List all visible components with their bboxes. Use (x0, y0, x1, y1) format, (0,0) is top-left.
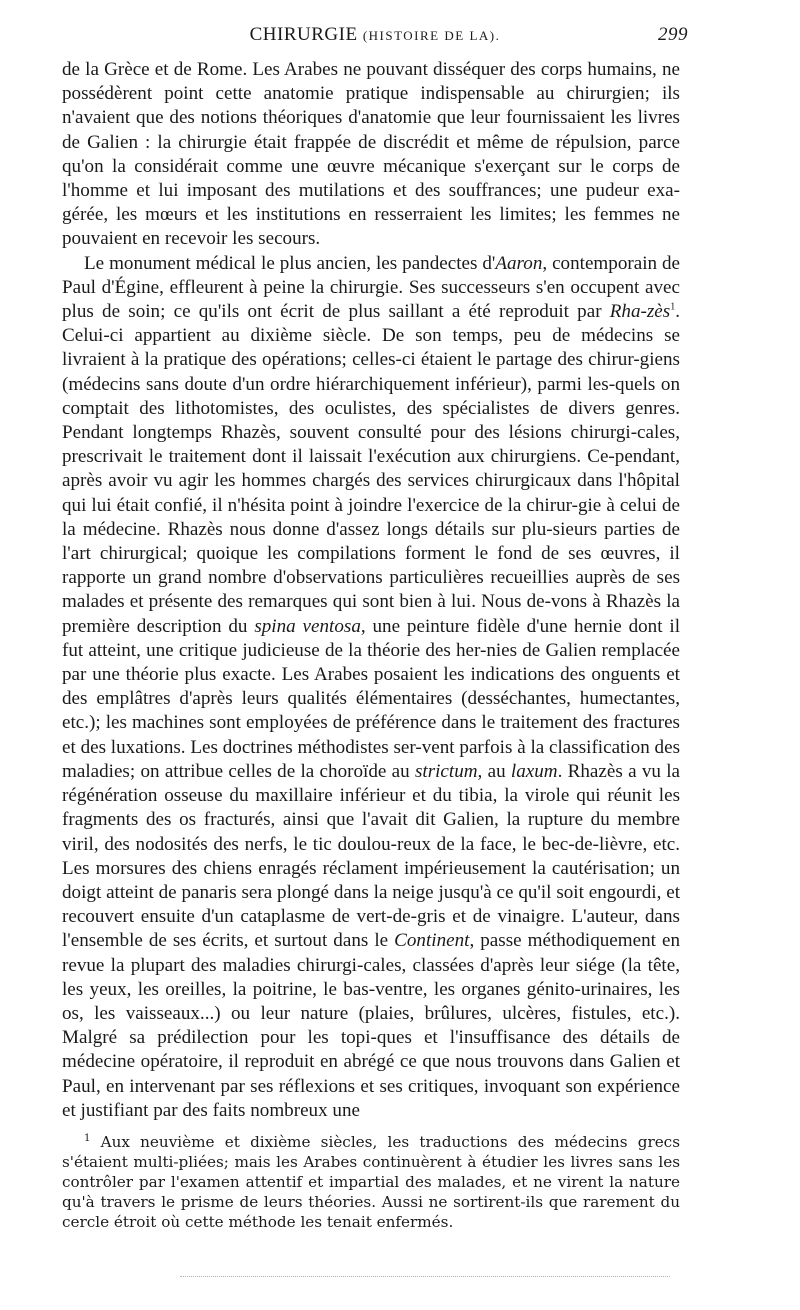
term-laxum: laxum (510, 760, 558, 782)
running-head (62, 20, 688, 50)
footnote-number: 1 (84, 1132, 91, 1144)
paragraph-2-text-f: . Rhazès a vu la régénération osseuse du maxillaire inférieur et du tibia, la virole qui réunit les fragments des os fracturés, ainsi que l'avait dit Galien, la rupture du membre viril, des nodosités des nerfs, le tic doulou-reux de la face, le bec-de-lièvre, etc. Les morsures des chiens enragés réclament impérieusement la cautérisation; un doigt atteint de panaris sera plongé dans la neige jusqu'à ce qu'il soit engourdi, et recouvert ensuite d'un cataplasme de vert-de-gris et de vinaigre. L'auteur, dans l'ensemble de ses écrits, et surtout dans le (62, 760, 680, 952)
paragraph-2-text-a: Le monument médical le plus ancien, les pandectes d' (84, 252, 496, 274)
footnote-text: Aux neuvième et dixième siècles, les traductions des médecins grecs s'étaient multi-pliées; mais les Arabes continuèrent à étudier les livres sans les contrôler par l'examen attentif et impartial des malades, et ne virent la nature qu'à travers le prisme de leurs théories. Aussi ne sortirent-ils que rarement du cercle étroit où cette méthode les tenait enfermés. (62, 1133, 680, 1231)
term-strictum: strictum (414, 760, 478, 782)
footnote (62, 1132, 680, 1232)
running-title-sub: (HISTOIRE DE LA). (362, 28, 501, 43)
name-rhazes: Rha-zès (609, 301, 671, 323)
page-number: 299 (658, 24, 688, 45)
paragraph-2-text-g: , passe méthodiquement en revue la plupart des maladies chirurgi-cales, classées d'après leur siége (la tête, les yeux, les oreilles, la poitrine, le bas-ventre, les organes génito-urinaires, les os, les vaisseaux...) ou leur nature (plaies, brûlures, ulcères, fistules, etc.). Malgré sa prédilection pour les topi-ques et l'insuffisance des détails de médecine opératoire, il reproduit en abrégé ce que nous trouvons dans Galien et Paul, en intervenant par ses réflexions et ses critiques, invoquant son expérience et justifiant par des faits nombreux une (62, 930, 681, 1121)
footnote-reference[interactable]: 1 (670, 301, 676, 313)
paragraph-2 (62, 252, 680, 1123)
paragraph-2-text-b: , contemporain de Paul d'Égine, effleurent à peine la chirurgie. Ses successeurs s'en occupent avec plus de soin; ce qu'ils ont écrit de plus saillant a été reproduit par (62, 252, 681, 323)
name-aaron: Aaron (495, 252, 543, 274)
paragraph-2-text-e: , au (477, 760, 511, 782)
paragraph-2-text-c: . Celui-ci appartient au dixième siècle. De son temps, peu de médecins se livraient à la pratique des opérations; celles-ci étaient le partage des chirur-giens (médecins sans doute d'un ordre hiérarchiquement inférieur), parmi les-quels on comptait des lithotomistes, des oculistes, des spécialistes de divers genres. Pendant longtemps Rhazès, souvent consulté pour des lésions chirurgi-cales, prescrivait le traitement dont il laissait l'exécution aux chirurgiens. Ce-pendant, après avoir vu agir les hommes chargés des services chirurgicaux dans l'hôpital qui lui était confié, il n'hésita point à joindre l'exercice de la chirur-gie à celui de la médecine. Rhazès nous donne d'assez longs détails sur plu-sieurs parties de l'art chirurgical; quoique les compilations forment le fond de ses œuvres, il rapporte un grand nombre d'observations particulières recueillies auprès de ses malades et présente des remarques qui sont bien à lui. Nous de-vons à Rhazès la première description du (62, 301, 680, 637)
running-title-main: CHIRURGIE (249, 24, 358, 45)
bottom-dotted-rule (180, 1276, 670, 1277)
paragraph-2-text-d: , une peinture fidèle d'une hernie dont il fut atteint, une critique judicieuse de la théorie des her-nies de Galien remplacée par une théorie plus exacte. Les Arabes posaient les indications des onguents et des emplâtres d'après leurs qualités élémentaires (desséchantes, humectantes, etc.); les machines sont employées de préférence dans le traitement des fractures et des luxations. Les doctrines méthodistes ser-vent parfois à la classification des maladies; on attribue celles de la choroïde au (62, 615, 680, 782)
title-continent: Continent (394, 930, 470, 952)
main-text (62, 58, 680, 1123)
running-title (62, 24, 688, 46)
paragraph-1: de la Grèce et de Rome. Les Arabes ne pouvant disséquer des corps humains, ne possédèrent point cette anatomie pratique indispensable au chirurgien; ils n'avaient que des notions théoriques d'anatomie que leur fournissaient les livres de Galien : la chirurgie était frappée de discrédit et même de répulsion, parce qu'on la considérait comme une œuvre mécanique s'exerçant sur le corps de l'homme et lui imposant des mutilations et des souffrances; une pudeur exa-gérée, les mœurs et les institutions en resserraient les limites; les femmes ne pouvaient en recevoir les secours. (62, 59, 680, 250)
footnote-paragraph (62, 1132, 680, 1232)
term-spina-ventosa: spina ventosa (254, 615, 361, 637)
